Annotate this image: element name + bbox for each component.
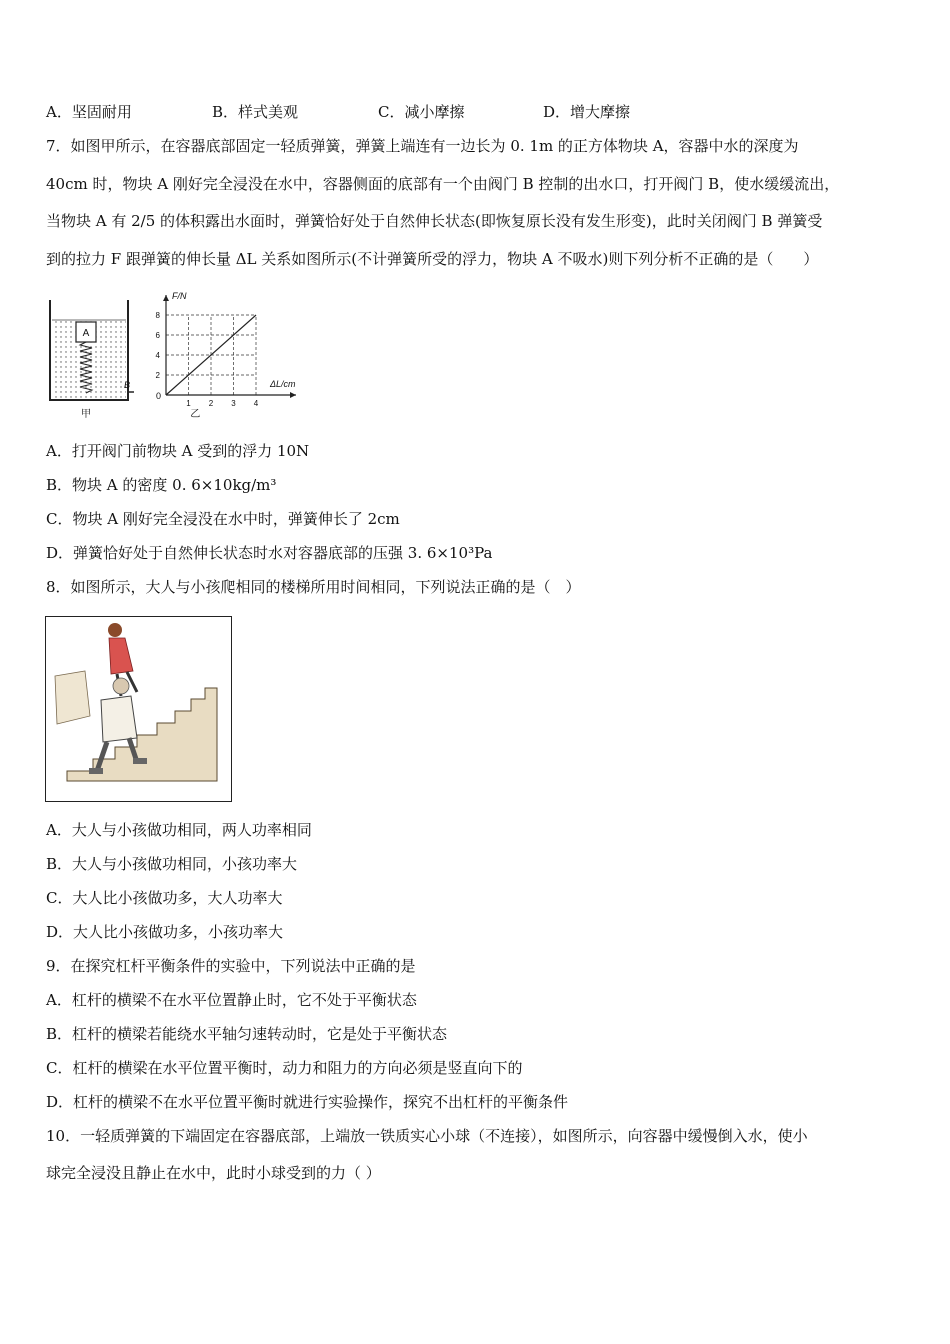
q6-option-c: C．减小摩擦: [378, 103, 465, 121]
q6-option-d: D．增大摩擦: [543, 103, 631, 121]
q9-option-a: A．杠杆的横梁不在水平位置静止时，它不处于平衡状态: [46, 991, 417, 1009]
q7-stem-line-1: 7．如图甲所示，在容器底部固定一轻质弹簧，弹簧上端连有一边长为 0. 1m 的正方体物块 A，容器中水的深度为: [46, 137, 799, 155]
x-axis-label: ΔL/cm: [270, 379, 296, 389]
y-tick-label-4: 4: [155, 351, 160, 360]
x-axis-arrow: [290, 392, 296, 398]
y-axis-label: F/N: [172, 291, 187, 301]
q7-option-a: A．打开阀门前物块 A 受到的浮力 10N: [46, 442, 310, 460]
q7-stem-line-3: 当物块 A 有 2/5 的体积露出水面时，弹簧恰好处于自然伸长状态(即恢复原长没有发生形变)，此时关闭阀门 B 弹簧受: [46, 212, 823, 230]
q7-force-extension-chart: [146, 285, 316, 420]
q10-stem-line-1: 10．一轻质弹簧的下端固定在容器底部，上端放一铁质实心小球（不连接），如图所示，向容器中缓慢倒入水，使小: [46, 1127, 808, 1145]
y-axis-arrow: [163, 295, 169, 301]
q10-stem-line-2: 球完全浸没且静止在水中，此时小球受到的力（ ）: [46, 1164, 381, 1182]
q7-option-d: D．弹簧恰好处于自然伸长状态时水对容器底部的压强 3. 6×10³Pa: [46, 544, 493, 562]
x-tick-label-3: 3: [231, 399, 236, 408]
block-a-label: A: [82, 328, 90, 339]
x-tick-label-2: 2: [208, 399, 214, 408]
y-tick-label-6: 6: [155, 331, 160, 340]
q7-stem-line-4: 到的拉力 F 跟弹簧的伸长量 ΔL 关系如图所示(不计弹簧所受的浮力，物块 A 不吸水)则下列分析不正确的是（ ）: [46, 250, 819, 268]
valve-b-label: B: [124, 380, 131, 390]
y-tick-label-2: 2: [155, 371, 160, 380]
q9-stem: 9．在探究杠杆平衡条件的实验中，下列说法中正确的是: [46, 957, 416, 975]
q9-option-c: C．杠杆的横梁在水平位置平衡时，动力和阻力的方向必须是竖直向下的: [46, 1059, 523, 1077]
q8-stairs-illustration: [45, 616, 232, 802]
q9-option-b: B．杠杆的横梁若能绕水平轴匀速转动时，它是处于平衡状态: [46, 1025, 448, 1043]
q7-option-b: B．物块 A 的密度 0. 6×10kg/m³: [46, 476, 277, 494]
x-tick-label-4: 4: [253, 399, 259, 408]
q7-stem-line-2: 40cm 时，物块 A 刚好完全浸没在水中，容器侧面的底部有一个由阀门 B 控制的出水口，打开阀门 B，使水缓缓流出，: [46, 175, 840, 193]
q8-option-d: D．大人比小孩做功多，小孩功率大: [46, 923, 284, 941]
y-tick-label-8: 8: [155, 311, 160, 320]
q7-option-c: C．物块 A 刚好完全浸没在水中时，弹簧伸长了 2cm: [46, 510, 400, 528]
q8-option-b: B．大人与小孩做功相同，小孩功率大: [46, 855, 298, 873]
figure-jia-caption: 甲: [81, 409, 91, 420]
q6-option-b: B．样式美观: [212, 103, 299, 121]
q8-option-a: A．大人与小孩做功相同，两人功率相同: [46, 821, 312, 839]
q9-option-d: D．杠杆的横梁不在水平位置平衡时就进行实验操作，探究不出杠杆的平衡条件: [46, 1093, 569, 1111]
q6-option-a: A．坚固耐用: [46, 103, 132, 121]
q8-stem: 8．如图所示，大人与小孩爬相同的楼梯所用时间相同，下列说法正确的是（ ）: [46, 578, 581, 596]
origin-label: 0: [156, 391, 162, 401]
wall-shade: [55, 671, 90, 724]
x-tick-label-1: 1: [186, 399, 191, 408]
q8-option-c: C．大人比小孩做功多，大人功率大: [46, 889, 283, 907]
q7-container-figure: [44, 290, 134, 420]
figure-yi-caption: 乙: [190, 409, 201, 420]
